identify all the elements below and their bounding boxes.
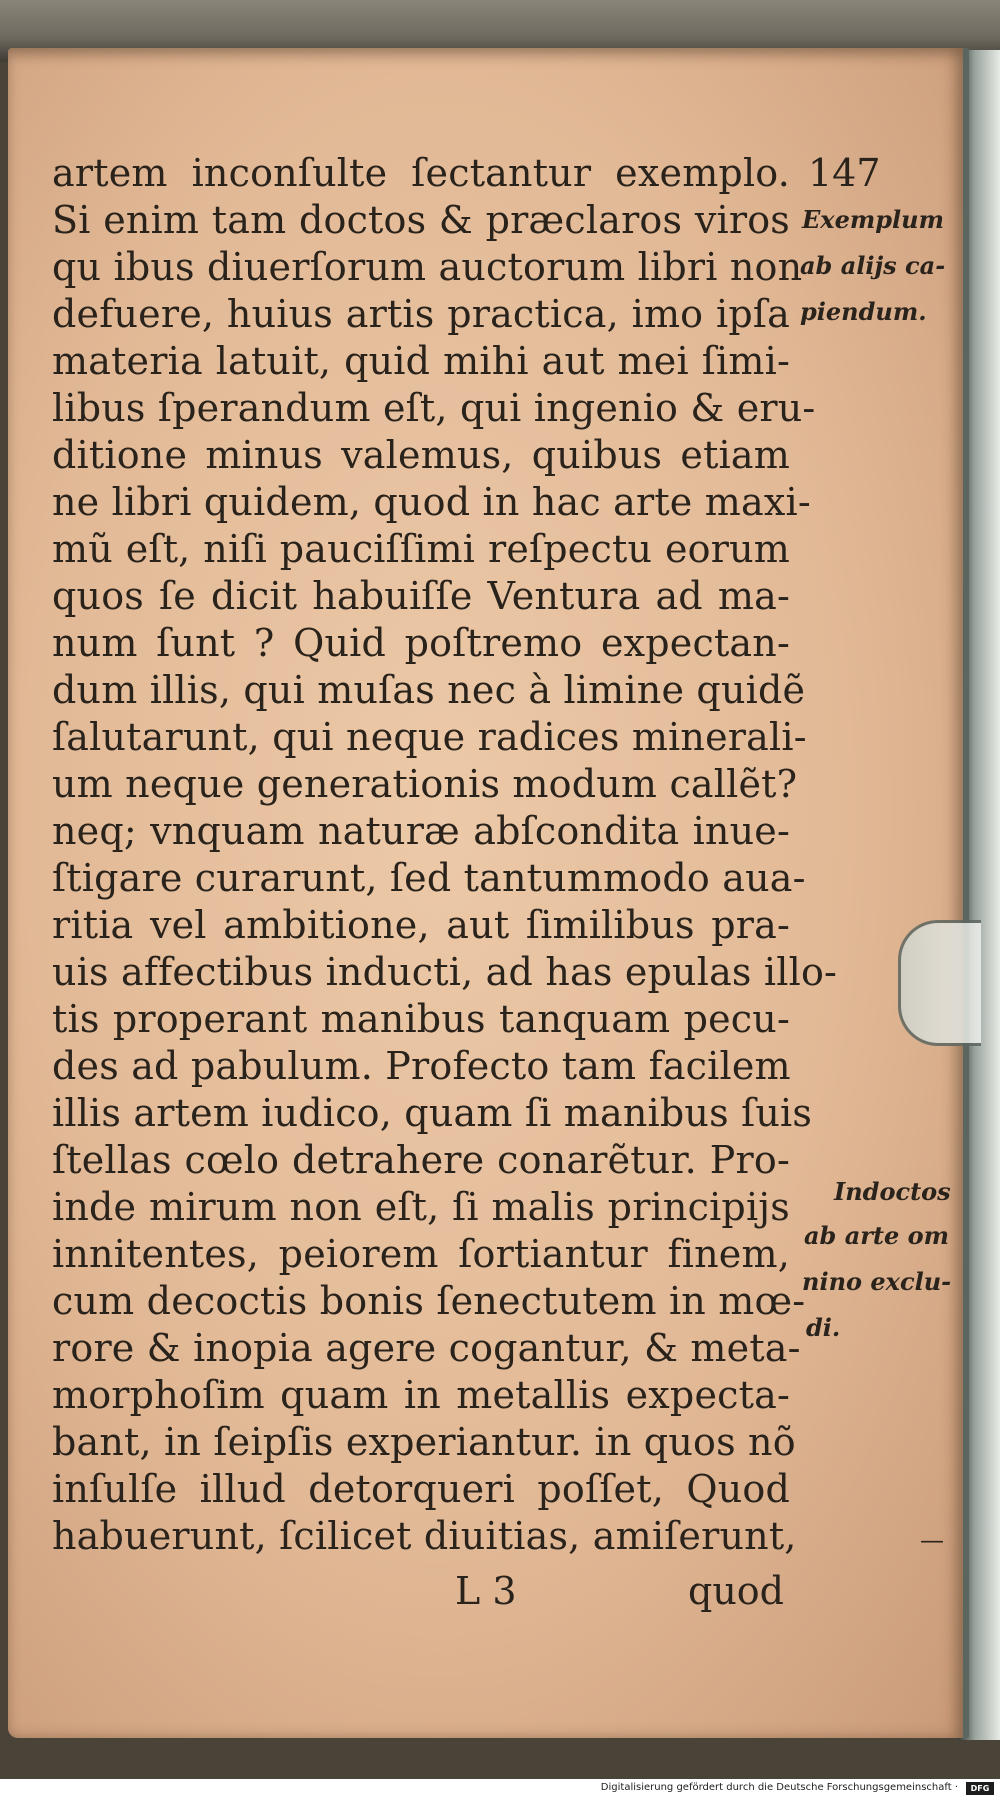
text-line: habuerunt, ſcilicet diuitias, amiſerunt,: [52, 1514, 797, 1558]
text-line: dum illis, qui muſas nec à limine quidẽ: [52, 668, 806, 712]
text-line: artem inconſulte ſectantur exemplo.: [52, 151, 790, 195]
digitization-footer: [0, 1779, 1000, 1799]
text-line: ditione minus valemus, quibus etiam: [52, 433, 790, 477]
text-line: libus ſperandum eſt, qui ingenio & eru-: [52, 386, 816, 430]
text-line: defuere, huius artis practica, imo ipſa: [52, 292, 790, 336]
text-line: qu ibus diuerſorum auctorum libri non: [52, 245, 803, 289]
margin-note-line: piendum.: [800, 297, 927, 326]
dfg-logo-icon: DFG: [966, 1782, 994, 1795]
text-line: cum decoctis bonis ſenectutem in mœ-: [52, 1279, 806, 1323]
text-line: materia latuit, quid mihi aut mei ſimi-: [52, 339, 790, 383]
text-line: neq; vnquam naturæ abſcondita inue-: [52, 809, 790, 853]
text-line: innitentes, peiorem ſortiantur finem,: [52, 1232, 790, 1276]
margin-note-line: Indoctos: [834, 1177, 951, 1206]
text-line: ſalutarunt, qui neque radices minerali-: [52, 715, 807, 759]
text-line: ſtigare curarunt, ſed tantummodo aua-: [52, 856, 806, 900]
text-line: morphoſim quam in metallis expecta-: [52, 1373, 790, 1417]
text-line: illis artem iudico, quam ſi manibus ſuis: [52, 1091, 813, 1135]
text-line: ſtellas cœlo detrahere conarẽtur. Pro-: [52, 1138, 790, 1182]
page-clip: [898, 920, 981, 1046]
text-line: inde mirum non eſt, ſi malis principijs: [52, 1185, 790, 1229]
text-line: ne libri quidem, quod in hac arte maxi-: [52, 480, 811, 524]
text-line: mũ eſt, niſi pauciſſimi reſpectu eorum: [52, 527, 790, 571]
margin-note-line: ab alijs ca-: [800, 251, 946, 280]
text-line: um neque generationis modum callẽt?: [52, 762, 798, 806]
catchword: quod: [688, 1569, 785, 1613]
margin-note-line: ab arte om: [804, 1221, 949, 1250]
signature-mark: L 3: [455, 1569, 517, 1613]
text-line: num ſunt ? Quid poſtremo expectan-: [52, 621, 790, 665]
footer-credit: Digitalisierung gefördert durch die Deutsche Forschungsgemeinschaft ·: [600, 1782, 958, 1793]
text-line: des ad pabulum. Profecto tam facilem: [52, 1044, 791, 1088]
margin-note-line: di.: [806, 1313, 841, 1342]
text-line: rore & inopia agere cogantur, & meta-: [52, 1326, 801, 1370]
text-line: bant, in ſeipſis experiantur. in quos nõ: [52, 1420, 796, 1464]
margin-note-line: nino exclu-: [802, 1267, 952, 1296]
page-number: 147: [808, 151, 881, 195]
text-line: Si enim tam doctos & præclaros viros: [52, 198, 790, 242]
text-line: ritia vel ambitione, aut ſimilibus pra-: [52, 903, 790, 947]
margin-note-line: Exemplum: [802, 205, 945, 234]
text-line: quos ſe dicit habuiſſe Ventura ad ma-: [52, 574, 790, 618]
margin-dash: —: [920, 1526, 944, 1554]
text-line: inſulſe illud detorqueri poſſet, Quod: [52, 1467, 790, 1511]
text-line: tis properant manibus tanquam pecu-: [52, 997, 790, 1041]
text-line: uis affectibus inducti, ad has epulas illo-: [52, 950, 838, 994]
